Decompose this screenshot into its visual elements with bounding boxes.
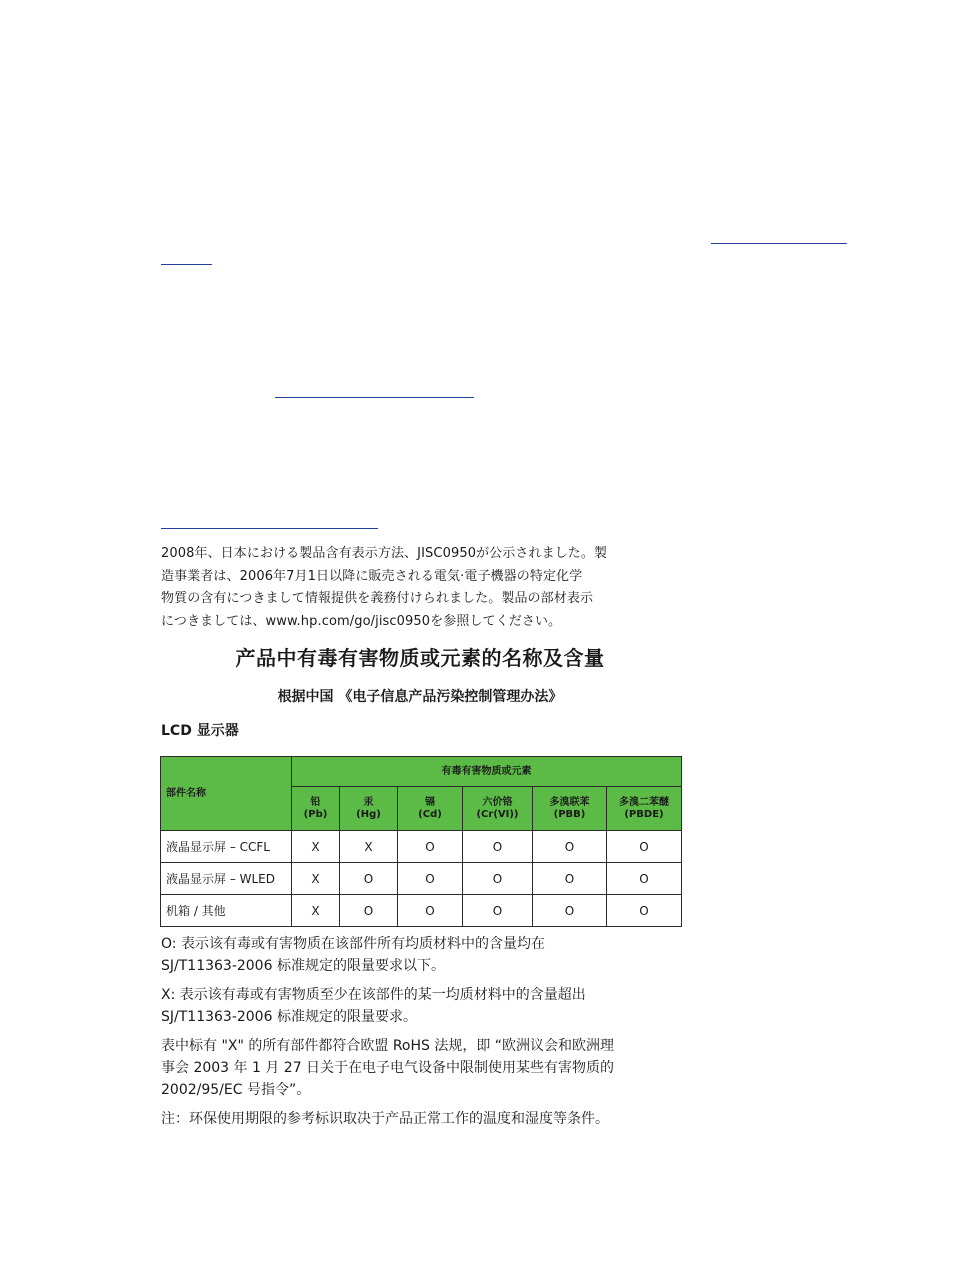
value-cell: O xyxy=(340,895,398,927)
part-name: 液晶显示屏 – CCFL xyxy=(161,831,292,863)
value-cell: X xyxy=(292,863,340,895)
table-row xyxy=(161,863,682,895)
element-header-cr6: 六价铬 (Cr(VI)) xyxy=(463,787,533,831)
value-cell: O xyxy=(533,895,607,927)
device-label: LCD 显示器 xyxy=(161,723,239,739)
china-table-title: 产品中有毒有害物质或元素的名称及含量 xyxy=(235,646,605,670)
o-symbol-note: O: 表示该有毒或有害物质在该部件所有均质材料中的含量均在 SJ/T11363-2006 标准规定的限量要求以下。 xyxy=(161,936,545,974)
japan-line: 造事業者は、2006年7月1日以降に販売される電気·電子機器の特定化学 xyxy=(161,568,583,584)
value-cell: O xyxy=(533,863,607,895)
value-cell: X xyxy=(292,831,340,863)
japan-line: 物質の含有につきまして情報提供を義務付けられました。製品の部材表示 xyxy=(161,591,594,606)
japan-jisc0950-paragraph xyxy=(161,543,641,633)
part-name: 液晶显示屏 – WLED xyxy=(161,863,292,895)
value-cell: O xyxy=(607,863,682,895)
value-cell: X xyxy=(292,895,340,927)
part-name-header: 部件名称 xyxy=(161,757,292,831)
value-cell: O xyxy=(607,831,682,863)
value-cell: O xyxy=(398,863,463,895)
japan-line: 2008年、日本における製品含有表示方法、JISC0950が公示されました。製 xyxy=(161,546,608,561)
x-symbol-note: X: 表示该有毒或有害物质至少在该部件的某一均质材料中的含量超出 SJ/T11363-2006 标准规定的限量要求。 xyxy=(161,987,586,1025)
part-name: 机箱 / 其他 xyxy=(161,895,292,927)
element-header-hg: 汞 (Hg) xyxy=(340,787,398,831)
element-header-cd: 镉 (Cd) xyxy=(398,787,463,831)
table-row xyxy=(161,831,682,863)
value-cell: O xyxy=(463,863,533,895)
japan-line: につきましては、www.hp.com/go/jisc0950を参照してください。 xyxy=(161,613,562,629)
china-table-subtitle: 根据中国 《电子信息产品污染控制管理办法》 xyxy=(277,689,563,705)
element-header-pbb: 多溴联苯 (PBB) xyxy=(533,787,607,831)
rohs-compliance-note: 表中标有 "X" 的所有部件都符合欧盟 RoHS 法规，即 “欧洲议会和欧洲理 事会 2003 年 1 月 27 日关于在电子电气设备中限制使用某些有害物质的 2002/95/EC 号指令”。 xyxy=(161,1038,615,1098)
hazardous-substances-table xyxy=(160,756,682,927)
table-row xyxy=(161,895,682,927)
table-notes xyxy=(161,933,686,1137)
epup-note: 注：环保使用期限的参考标识取决于产品正常工作的温度和湿度等条件。 xyxy=(161,1111,609,1127)
substances-group-header: 有毒有害物质或元素 xyxy=(292,757,682,787)
value-cell: O xyxy=(533,831,607,863)
value-cell: O xyxy=(398,831,463,863)
link-underline-2[interactable] xyxy=(275,397,474,398)
link-underline-1a[interactable] xyxy=(711,243,847,244)
value-cell: O xyxy=(398,895,463,927)
value-cell: O xyxy=(463,895,533,927)
element-header-pb: 铅 (Pb) xyxy=(292,787,340,831)
element-header-pbde: 多溴二苯醚 (PBDE) xyxy=(607,787,682,831)
link-underline-1b[interactable] xyxy=(161,264,212,265)
value-cell: O xyxy=(463,831,533,863)
value-cell: X xyxy=(340,831,398,863)
value-cell: O xyxy=(607,895,682,927)
link-underline-3[interactable] xyxy=(161,528,378,529)
value-cell: O xyxy=(340,863,398,895)
